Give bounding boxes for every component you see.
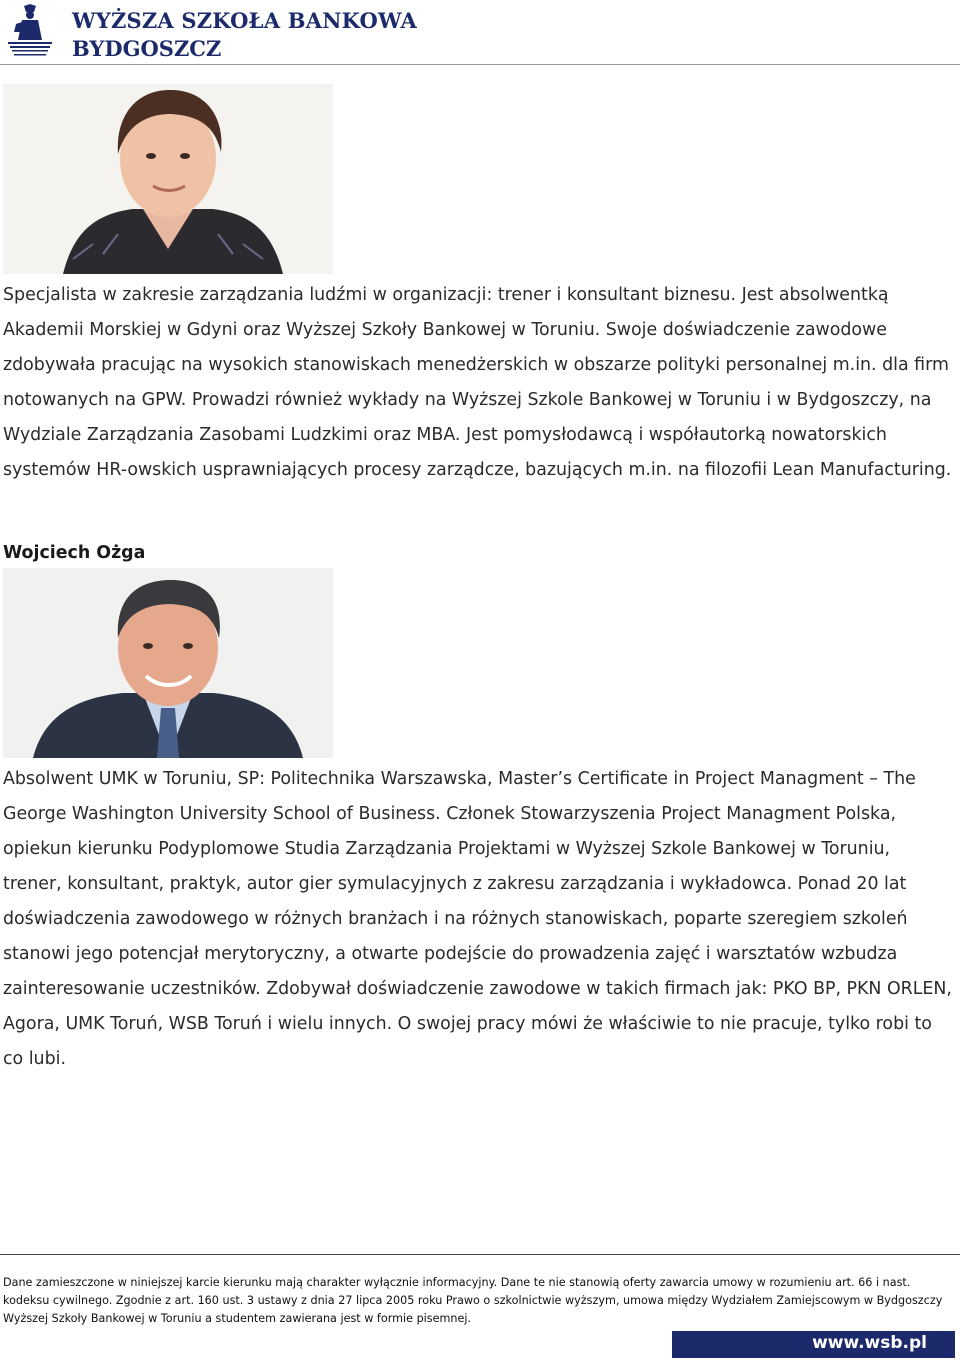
- website-link[interactable]: www.wsb.pl: [812, 1333, 927, 1353]
- person-name-heading: Wojciech Ożga: [3, 543, 146, 563]
- campus-name: BYDGOSZCZ: [72, 36, 222, 61]
- website-badge[interactable]: [672, 1331, 955, 1358]
- university-name: WYŻSZA SZKOŁA BANKOWA: [72, 8, 417, 33]
- portrait-photo-man: [3, 568, 333, 758]
- page-header: [0, 0, 960, 66]
- legal-disclaimer: Dane zamieszczone w niniejszej karcie kierunku mają charakter wyłącznie informacyjny. Dane te nie stanowią oferty zawarcia umowy w rozumieniu art. 66 i nast. kodeksu cywilnego. Zgodnie z art. 160 ust. 3 ustawy z dnia 27 lipca 2005 roku Prawo o szkolnictwie wyższym, umowa między Wydziałem Zamiejscowym w Bydgoszczy Wyższej Szkoły Bankowej w Toruniu a studentem zawierana jest w formie pisemnej.: [3, 1276, 943, 1325]
- university-emblem-icon: [4, 2, 56, 62]
- bio-paragraph-2: Absolwent UMK w Toruniu, SP: Politechnika Warszawska, Master’s Certificate in Project Managment – The George Washington University School of Business. Członek Stowarzyszenia Project Managment Polska, opiekun kierunku Podyplomowe Studia Zarządzania Projektami w Wyższej Szkole Bankowej w Toruniu, trener, konsultant, praktyk, autor gier symulacyjnych z zakresu zarządzania i wykładowca. Ponad 20 lat doświadczenia zawodowego w różnych branżach i na różnych stanowiskach, poparte szeregiem szkoleń stanowi jego potencjał merytoryczny, a otwarte podejście do prowadzenia zajęć i warsztatów wzbudza zainteresowanie uczestników. Zdobywał doświadczenie zawodowe w takich firmach jak: PKO BP, PKN ORLEN, Agora, UMK Toruń, WSB Toruń i wielu innych. O swojej pracy mówi że właściwie to nie pracuje, tylko robi to co lubi.: [3, 769, 952, 1069]
- footer-divider: [0, 1254, 960, 1255]
- header-divider: [0, 64, 960, 65]
- bio-paragraph-1: Specjalista w zakresie zarządzania ludźmi w organizacji: trener i konsultant biznesu. Jest absolwentką Akademii Morskiej w Gdyni oraz Wyższej Szkoły Bankowej w Toruniu. Swoje doświadczenie zawodowe zdobywała pracując na wysokich stanowiskach menedżerskich w obszarze polityki personalnej m.in. dla firm notowanych na GPW. Prowadzi również wykłady na Wyższej Szkole Bankowej w Toruniu i w Bydgoszczy, na Wydziale Zarządzania Zasobami Ludzkimi oraz MBA. Jest pomysłodawcą i współautorką nowatorskich systemów HR-owskich usprawniających procesy zarządcze, bazujących m.in. na filozofii Lean Manufacturing.: [3, 285, 952, 480]
- portrait-photo-woman: [3, 84, 333, 274]
